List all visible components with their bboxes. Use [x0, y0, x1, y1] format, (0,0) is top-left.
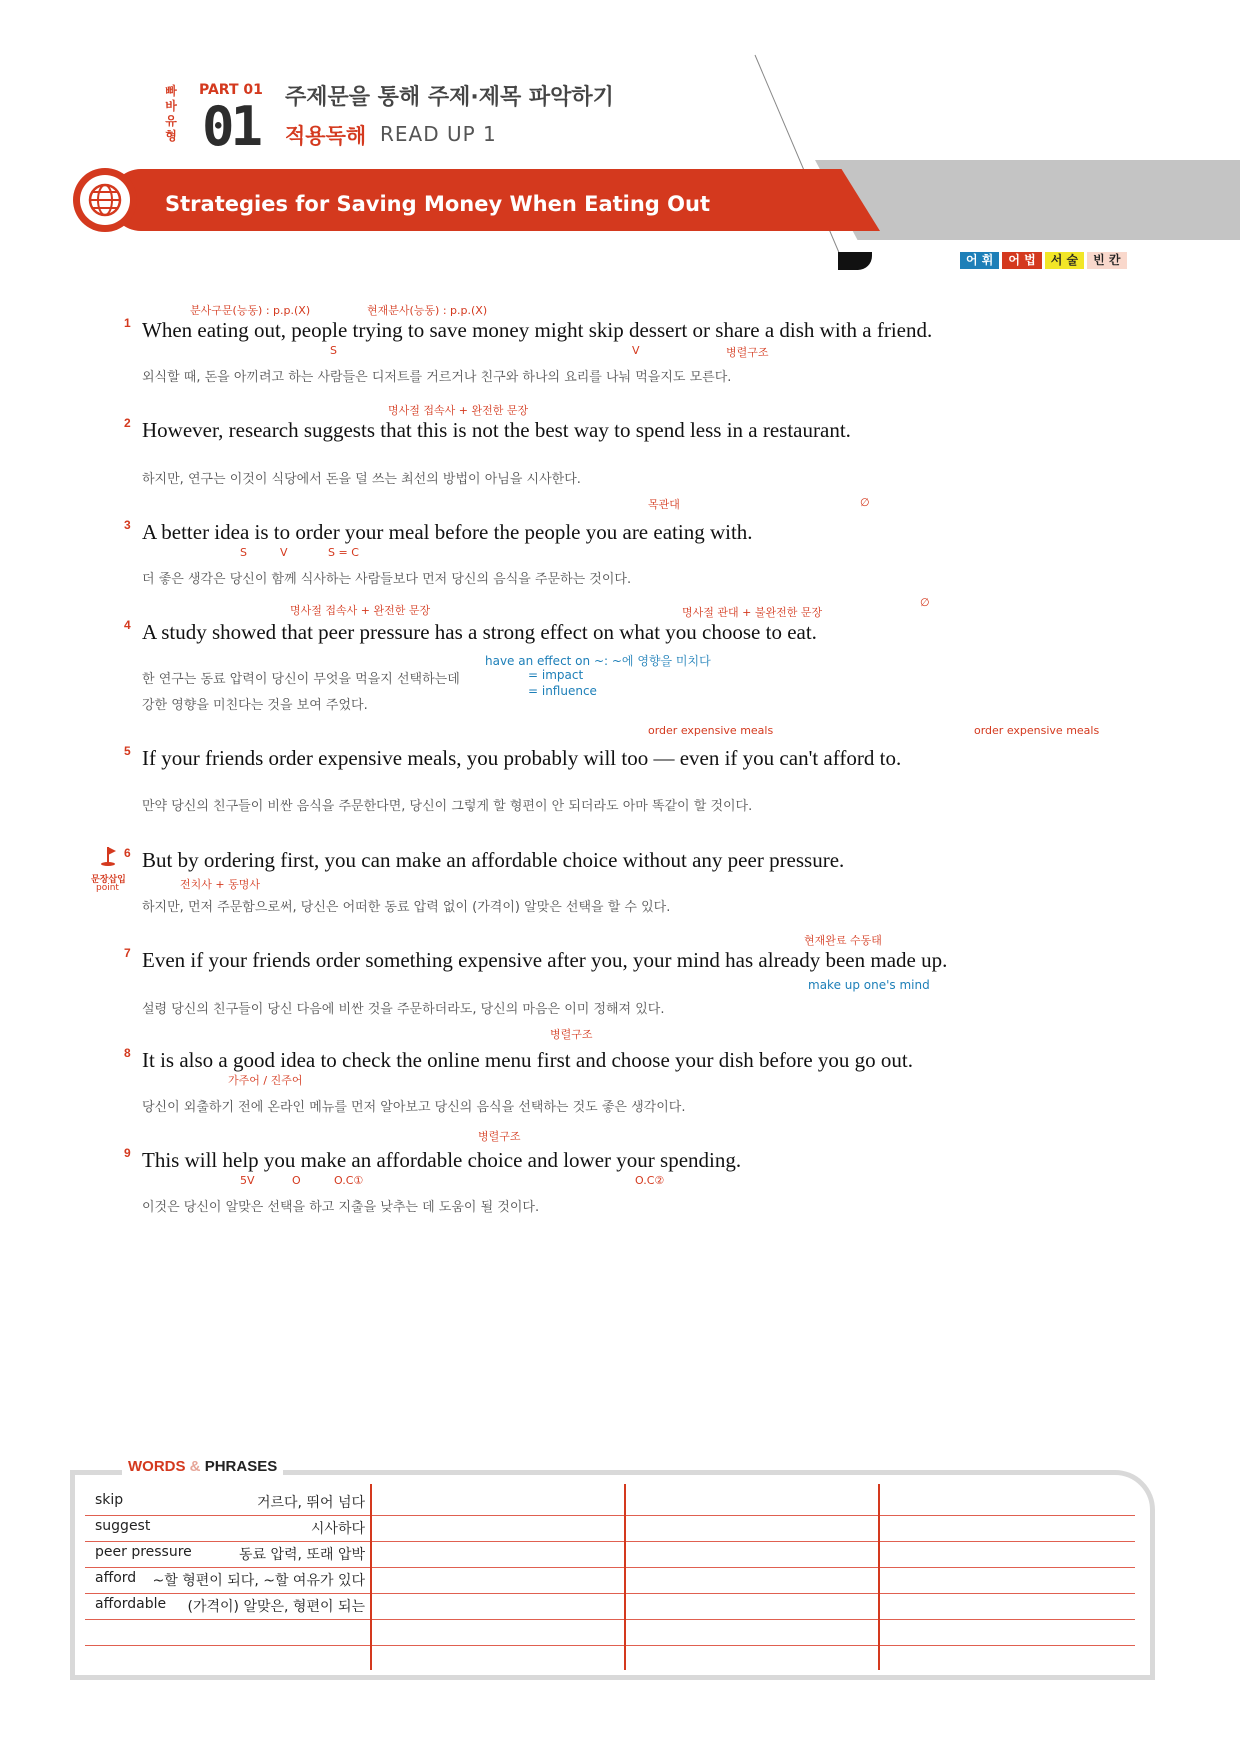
rule-line	[85, 1645, 1135, 1646]
words-title-amp: &	[189, 1458, 201, 1475]
rule-line	[85, 1541, 1135, 1542]
note-present-participle: 현재분사(능동) : p.p.(X)	[367, 304, 488, 317]
banner-title: Strategies for Saving Money When Eating Out	[165, 192, 710, 216]
words-title-words: WORDS	[128, 1458, 186, 1475]
column-divider	[370, 1484, 372, 1670]
sentence-1: When eating out, people trying to save money might skip dessert or share a dish with a friend.	[142, 318, 933, 342]
word-ko: ~할 형편이 되다, ~할 여유가 있다	[152, 1573, 365, 1589]
tag-legend	[960, 252, 1127, 269]
word-ko: 동료 압력, 또래 압박	[239, 1547, 365, 1563]
word-en: peer pressure	[95, 1544, 192, 1560]
word-row	[95, 1544, 365, 1564]
word-en: afford	[95, 1570, 137, 1586]
translation-5: 만약 당신의 친구들이 비싼 음식을 주문한다면, 당신이 그렇게 할 형편이 안 되더라도 아마 똑같이 할 것이다.	[142, 799, 753, 814]
translation-3: 더 좋은 생각은 당신이 함께 식사하는 사람들보다 먼저 당신의 음식을 주문하는 것이다.	[142, 572, 632, 587]
word-row	[95, 1570, 365, 1590]
sentence-number: 8	[124, 1046, 131, 1060]
sentence-3: A better idea is to order your meal before the people you are eating with.	[142, 520, 753, 544]
rule-line	[85, 1593, 1135, 1594]
note-oc-2: O.C②	[635, 1174, 665, 1187]
translation-7: 설령 당신의 친구들이 당신 다음에 비싼 것을 주문하더라도, 당신의 마음은 이미 정해져 있다.	[142, 1002, 665, 1017]
sentence-number: 9	[124, 1146, 131, 1160]
sentence-9: This will help you make an affordable choice and lower your spending.	[142, 1148, 742, 1172]
sentence-4: A study showed that peer pressure has a strong effect on what you choose to eat.	[142, 620, 817, 644]
word-ko: 거르다, 뛰어 넘다	[256, 1495, 365, 1511]
tag-writing: 서 술	[1045, 252, 1084, 269]
sentence-number: 6	[124, 846, 131, 860]
banner-tab	[838, 252, 872, 270]
note-object: O	[292, 1174, 301, 1187]
part-label: PART 01	[199, 82, 263, 98]
note-dummy-subject: 가주어 / 진주어	[228, 1074, 303, 1087]
note-prep-gerund: 전치사 + 동명사	[180, 878, 260, 891]
note-vocab-mind: make up one's mind	[808, 978, 930, 992]
note-ellipsis-2: order expensive meals	[974, 724, 1100, 737]
note-empty: ∅	[920, 596, 930, 609]
note-noun-clause: 명사절 접속사 + 완전한 문장	[388, 404, 529, 417]
word-en: affordable	[95, 1596, 167, 1612]
note-synonym-influence: = influence	[528, 684, 597, 698]
note-parallel: 병렬구조	[550, 1028, 593, 1041]
note-5th-verb: 5V	[240, 1174, 255, 1187]
note-verb: V	[280, 546, 288, 559]
translation-8: 당신이 외출하기 전에 온라인 메뉴를 먼저 알아보고 당신의 음식을 선택하는 것도 좋은 생각이다.	[142, 1100, 686, 1115]
decorative-diagonal-line	[740, 50, 860, 265]
note-verb: V	[632, 344, 640, 357]
note-parallel: 병렬구조	[726, 346, 769, 359]
sentence-2: However, research suggests that this is not the best way to spend less in a restaurant.	[142, 418, 851, 442]
sentence-number: 5	[124, 744, 131, 758]
translation-1: 외식할 때, 돈을 아끼려고 하는 사람들은 디저트를 거르거나 친구와 하나의 요리를 나눠 먹을지도 모른다.	[142, 370, 732, 385]
note-parallel: 병렬구조	[478, 1130, 521, 1143]
note-empty: ∅	[860, 496, 870, 509]
sentence-number: 1	[124, 316, 131, 330]
word-en: skip	[95, 1492, 124, 1508]
note-object-relative: 목관대	[648, 498, 680, 511]
word-ko: 시사하다	[310, 1521, 365, 1537]
column-divider	[624, 1484, 626, 1670]
note-synonym-impact: = impact	[528, 668, 584, 682]
word-row	[95, 1492, 365, 1512]
words-title-phrases: PHRASES	[204, 1458, 278, 1475]
page-title: 주제문을 통해 주제·제목 파악하기	[285, 85, 614, 110]
note-perfect-passive: 현재완료 수동태	[804, 934, 882, 947]
word-en: suggest	[95, 1518, 151, 1534]
rule-line	[85, 1515, 1135, 1516]
point-sub: point	[96, 883, 119, 893]
column-divider	[878, 1484, 880, 1670]
rule-line	[85, 1619, 1135, 1620]
translation-4-line2: 강한 영향을 미친다는 것을 보여 주었다.	[142, 698, 368, 713]
translation-9: 이것은 당신이 알맞은 선택을 하고 지출을 낮추는 데 도움이 될 것이다.	[142, 1200, 540, 1215]
sentence-number: 2	[124, 416, 131, 430]
side-label: 빠바유형	[165, 84, 177, 143]
note-relative-what: 명사절 관대 + 불완전한 문장	[682, 606, 823, 619]
rule-line	[85, 1567, 1135, 1568]
note-complement: S = C	[328, 546, 359, 559]
translation-6: 하지만, 먼저 주문함으로써, 당신은 어떠한 동료 압력 없이 (가격이) 알맞은 선택을 할 수 있다.	[142, 900, 671, 915]
note-ellipsis-1: order expensive meals	[648, 724, 774, 737]
sentence-number: 3	[124, 518, 131, 532]
word-ko: (가격이) 알맞은, 형편이 되는	[187, 1599, 365, 1615]
banner-gray-block	[815, 160, 1240, 240]
note-subject: S	[330, 344, 337, 357]
tag-grammar: 어 법	[1002, 252, 1041, 269]
translation-2: 하지만, 연구는 이것이 식당에서 돈을 덜 쓰는 최선의 방법이 아님을 시사한다.	[142, 472, 581, 487]
note-oc-1: O.C①	[334, 1174, 364, 1187]
sentence-8: It is also a good idea to check the online menu first and choose your dish before you go out.	[142, 1048, 913, 1072]
globe-icon	[88, 183, 122, 217]
flag-icon	[100, 845, 118, 867]
sentence-number: 7	[124, 946, 131, 960]
note-subject: S	[240, 546, 247, 559]
note-participle-clause: 분사구문(능동) : p.p.(X)	[190, 304, 311, 317]
tag-blank: 빈 칸	[1087, 252, 1126, 269]
tag-vocab: 어 휘	[960, 252, 999, 269]
unit-number: 01	[202, 95, 260, 158]
note-noun-clause: 명사절 접속사 + 완전한 문장	[290, 604, 431, 617]
sentence-7: Even if your friends order something expensive after you, your mind has already been made up.	[142, 948, 948, 972]
sentence-6: But by ordering first, you can make an affordable choice without any peer pressure.	[142, 848, 845, 872]
subtitle-red: 적용독해	[285, 124, 367, 148]
word-row	[95, 1596, 365, 1616]
point-label: 문장삽입	[91, 875, 126, 885]
sentence-number: 4	[124, 618, 131, 632]
note-vocab-effect: have an effect on ~: ~에 영향을 미치다	[485, 654, 711, 668]
words-title	[122, 1458, 283, 1475]
translation-4-line1: 한 연구는 동료 압력이 당신이 무엇을 먹을지 선택하는데	[142, 672, 460, 687]
subtitle-gray: READ UP 1	[380, 122, 497, 146]
word-row	[95, 1518, 365, 1538]
sentence-5: If your friends order expensive meals, you probably will too — even if you can't afford to.	[142, 746, 902, 770]
